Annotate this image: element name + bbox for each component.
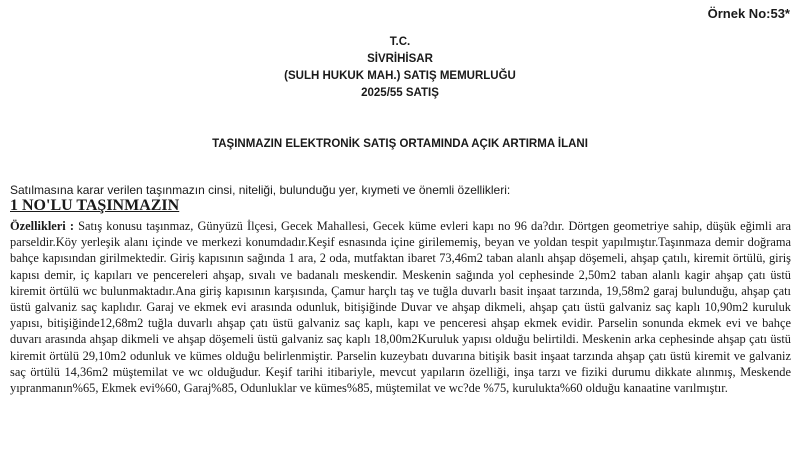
features-label: Özellikleri : bbox=[10, 219, 74, 233]
form-number: Örnek No:53* bbox=[707, 6, 790, 21]
document-header bbox=[0, 34, 800, 102]
header-country: T.C. bbox=[389, 36, 411, 48]
intro-text: Satılmasına karar verilen taşınmazın cinsi, niteliği, bulunduğu yer, kıymeti ve önemli özellikleri: bbox=[10, 183, 511, 197]
announcement-title: TAŞINMAZIN ELEKTRONİK SATIŞ ORTAMINDA AÇIK ARTIRMA İLANI bbox=[212, 138, 588, 150]
section-title: 1 NO'LU TAŞINMAZIN bbox=[10, 197, 180, 214]
features-paragraph bbox=[10, 218, 791, 396]
header-case-number: 2025/55 SATIŞ bbox=[361, 87, 439, 99]
header-district: SİVRİHİSAR bbox=[367, 53, 433, 65]
features-text: Satış konusu taşınmaz, Günyüzü İlçesi, Gecek Mahallesi, Gecek küme evleri kapı no 96 da?dır. Dörtgen geometriye sahip, düşük eğimli ara parseldir.Köy yerleşik alanı içinde ve merkezi konumdadır.Keşif esnasında içine girilememiş, beyan ve yoldan tespit yapılmıştır.Taşınmaza demir doğrama bahçe kapısından girilmektedir. Giriş kapısının sağında 1 ara, 2 oda, mutfaktan ibaret 73,46m2 taban alanlı ahşap döşemeli, ahşap çatılı, kiremit örtülü, giriş kapısı demir, iç kapıları ve pencereleri ahşap, sıvalı ve badanalı meskendir. Meskenin sağında yol cephesinde 2,50m2 taban alanlı kagir ahşap çatı üstü kiremit örtülü wc bulunmaktadır.Ana giriş kapısının karşısında, Çamur harçlı taş ve tuğla duvarlı basit inşaat tarzında, 19,58m2 garaj bulunduğu, ahşap çatı üstü galvaniz saç kaplıdır. Garaj ve ekmek evi arasında odunluk, bitişiğinde Duvar ve ahşap dikmeli, ahşap çatı üstü galvaniz saç kaplı 10,90m2 kuruluk yapısı, bitişiğinde12,68m2 tuğla duvarlı ahşap çatı üstü galvaniz saç kaplı, kapı ve penceresi ahşap ekmek evidir. Parselin sonunda ekmek evi ve bahçe duvarı arasında ahşap dikmeli ve ahşap döşemeli üstü galvaniz saç kaplı 18,00m2Kuruluk yapısı olduğu belirtildi. Meskenin arka cephesinde ahşap çatı üstü kiremit örtülü 29,10m2 odunluk ve kümes olduğu belirlenmiştir. Parselin kuzeybatı duvarına bitişik basit inşaat tarzında ahşap çatı üstü kiremit ve galvaniz saç örtülü 14,36m2 müştemilat ve wc olduğudur. Keşif tarihi itibariyle, mevcut yapıların özelliği, inşa tarzı ve fiziki durumu dikkate alınmış, Meskende yıpranmanın%65, Ekmek evi%60, Garaj%85, Odunluklar ve kümes%85, müştemilat ve wc?de %75, kurulukta%60 olduğu kanaatine varılmıştır. bbox=[10, 219, 792, 396]
header-office: (SULH HUKUK MAH.) SATIŞ MEMURLUĞU bbox=[284, 70, 516, 82]
